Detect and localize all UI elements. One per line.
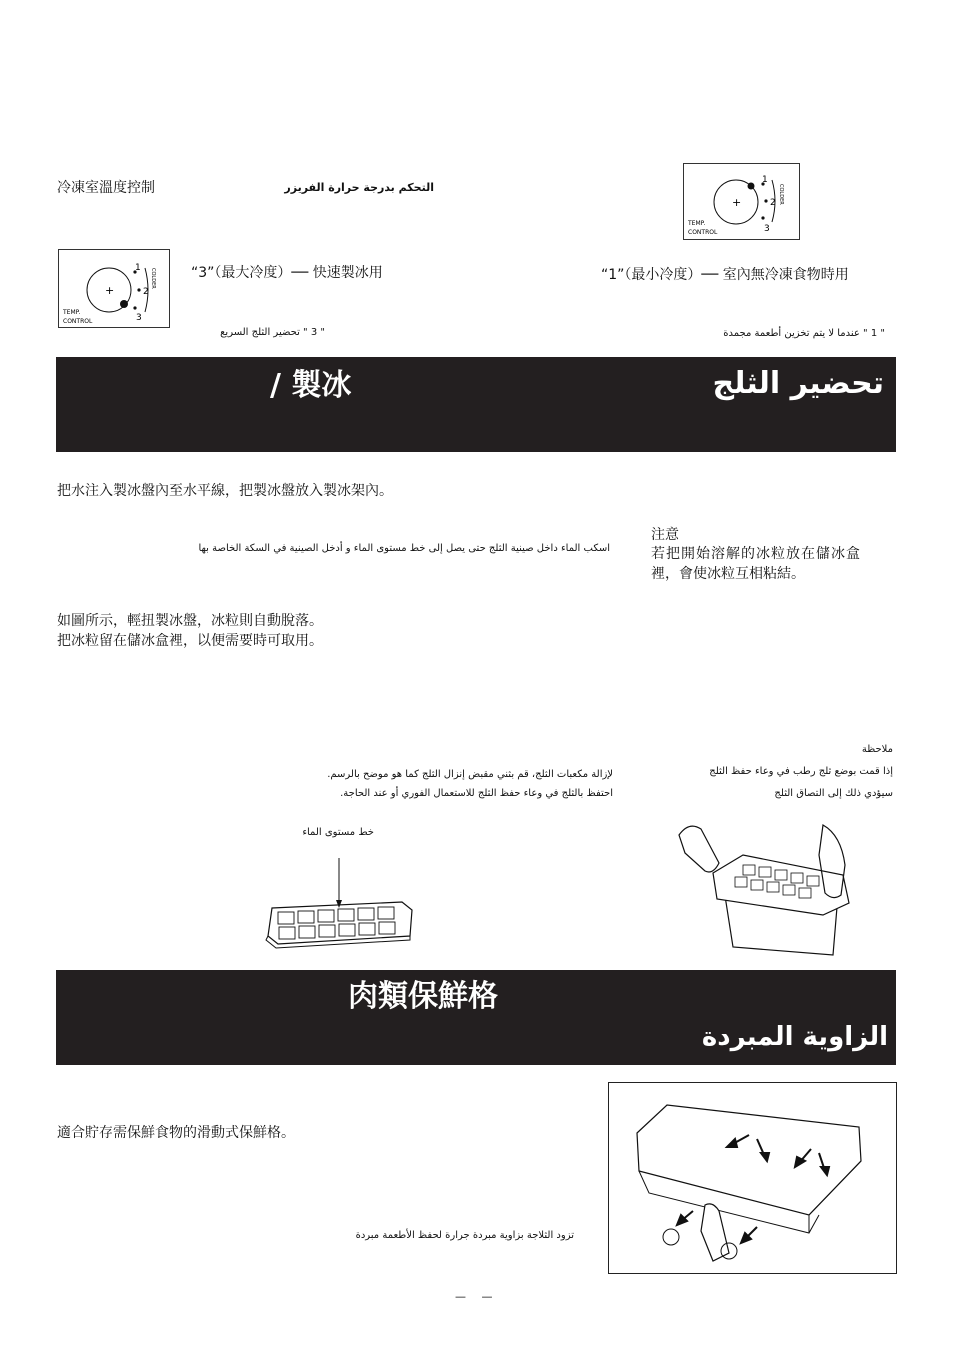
dial-colder: COLDER	[778, 184, 784, 205]
ice-note-title-zh: 注意	[651, 527, 679, 543]
dial-num-3: 3	[764, 224, 770, 234]
dial-label-temp: TEMP.	[688, 220, 706, 227]
temp-dial-max-svg	[59, 250, 169, 327]
ice-step1-ar: اسكب الماء داخل صينية الثلج حتى يصل إلى خط مستوى الماء و أدخل الصينية في السكة الخاصة بها	[198, 543, 610, 554]
ice-note-line2-ar: سيؤدي ذلك إلى التصاق الثلج	[774, 788, 893, 799]
drawer-front	[639, 1171, 819, 1233]
chilled-drawer-illustration	[609, 1083, 896, 1273]
meat-desc-zh: 適合貯存需保鮮食物的滑動式保鮮格。	[57, 1125, 295, 1141]
ice-note-line2-zh: 裡，會使冰粒互相粘結。	[651, 566, 805, 582]
setting1-ar: " 1 " عندما لا يتم تخزين أطعمة مجمدة	[723, 328, 885, 339]
freezer-control-title-ar: التحكم بدرجة حرارة الفريزر	[284, 181, 434, 194]
ice-step2-line2-ar: احتفظ بالثلج في وعاء حفظ الثلج للاستعمال الفوري أو عند الحاجة.	[340, 788, 613, 799]
ice-tray-illustration	[262, 852, 422, 952]
temp-dial-min	[683, 163, 800, 240]
ice-step1-zh: 把水注入製冰盤內至水平線，把製冰盤放入製冰架內。	[57, 483, 393, 499]
ice-step2-line1-ar: لإزالة مكعبات الثلج، قم بثني مقبض إنزال الثلج كما هو موضح بالرسم.	[327, 769, 613, 780]
ice-banner-zh: / 製冰	[270, 368, 352, 403]
page-number-mark: — —	[455, 1290, 499, 1303]
ice-step2-line1-zh: 如圖所示，輕扭製冰盤，冰粒則自動脫落。	[57, 613, 323, 629]
setting3-zh: “3”（最大冷度）── 快速製冰用	[191, 265, 383, 281]
setting1-zh: “1”（最小冷度）── 室內無冷凍食物時用	[601, 267, 849, 283]
dial-num-1: 1	[762, 175, 768, 185]
meat-banner-zh: 肉類保鮮格	[348, 979, 498, 1014]
temp-dial-min-svg	[684, 164, 799, 239]
dial-num-2: 2	[770, 198, 776, 208]
dial-num-3: 3	[136, 313, 142, 323]
meat-section-banner	[56, 970, 896, 1065]
ice-banner-ar: تحضير الثلج	[712, 366, 884, 401]
dial-label-control: CONTROL	[63, 318, 93, 325]
ice-note-title-ar: ملاحظة	[861, 744, 893, 755]
dial-pointer	[120, 300, 128, 308]
chilled-drawer-frame	[608, 1082, 897, 1274]
meat-desc-ar: تزود الثلاجة بزاوية مبردة جرارة لحفظ الأطعمة مبردة	[355, 1230, 574, 1241]
dial-mark-2	[137, 288, 140, 291]
ice-tray-on-box	[713, 855, 849, 915]
dial-mark-3	[133, 306, 136, 309]
left-hand	[679, 826, 719, 872]
ice-note-line1-ar: إذا قمت بوضع ثلج رطب في وعاء حفظ الثلج	[709, 766, 893, 777]
dial-plus: +	[105, 284, 115, 297]
water-line-label-ar: خط مستوى الماء	[302, 827, 374, 838]
marker-circle-a	[663, 1229, 679, 1245]
meat-banner-ar: الزاوية المبردة	[701, 1022, 888, 1052]
freezer-control-title-zh: 冷凍室溫度控制	[57, 180, 155, 196]
ice-note-line1-zh: 若把開始溶解的冰粒放在儲冰盒	[651, 546, 861, 562]
dial-label-control: CONTROL	[688, 229, 718, 236]
pointer-arrowhead	[336, 900, 342, 908]
dial-label-temp: TEMP.	[63, 309, 81, 316]
ice-box-illustration	[673, 815, 863, 963]
dial-mark-3	[761, 216, 764, 219]
dial-num-1: 1	[135, 263, 141, 273]
dial-plus: +	[732, 196, 742, 209]
dial-num-2: 2	[143, 287, 149, 297]
tray-outline	[268, 902, 412, 944]
dial-colder: COLDER	[150, 268, 156, 289]
temp-dial-max	[58, 249, 170, 328]
ice-section-banner	[56, 357, 896, 452]
slide-arrows	[677, 1135, 829, 1243]
drawer-side	[809, 1161, 861, 1233]
dial-mark-2	[764, 199, 767, 202]
ice-step2-line2-zh: 把冰粒留在儲冰盒裡，以便需要時可取用。	[57, 633, 323, 649]
dial-pointer	[748, 183, 755, 190]
tray-cells	[278, 907, 395, 939]
setting3-ar: " 3 " تحضير الثلج السريع	[220, 327, 325, 338]
